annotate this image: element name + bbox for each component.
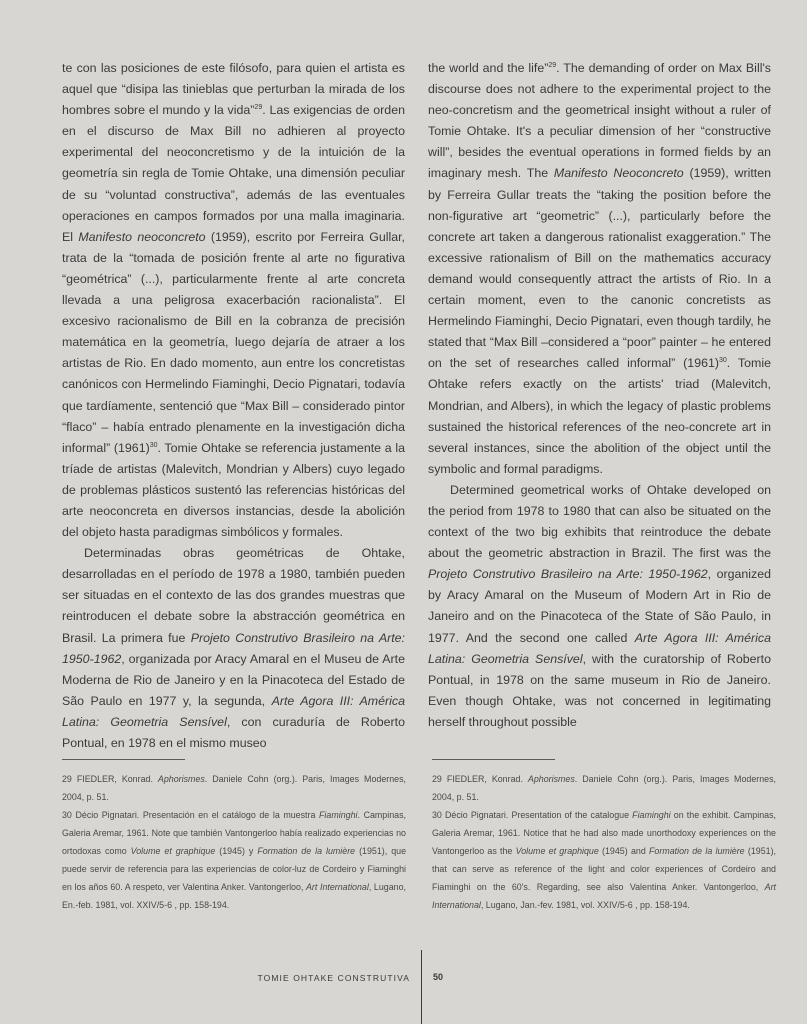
footnote-divider bbox=[62, 759, 185, 760]
paragraph: te con las posiciones de este filósofo, para quien el artista es aquel que “disipa las tinieblas que perturban la mirada de los hombres sobre el mundo y la vida”$^{29}$. Las exigencias de orden en el discurso de Max Bill no adhieren al proyecto experimental del neoconcretismo y de la intuición de la geometría sin regla de Tomie Ohtake, una dimensión peculiar de su “voluntad constructiva”, además de las eventuales operaciones en campos formados por una malla imaginaria. El Manifesto neoconcreto (1959), escrito por Ferreira Gullar, trata de la “tomada de posición frente al arte no figurativa “geométrica” (...), particularmente frente al arte concreta llevada a una peligrosa exacerbación racionalista”. El excesivo racionalismo de Bill en la cobranza de precisión matemática en la geometría, luego dejaría de atraer a los artistas de Rio. En dado momento, aun entre los concretistas canónicos con Hermelindo Fiaminghi, Decio Pignatari, todavía que tardíamente, sentenció que “Max Bill – considerado pintor “flaco” – había entrado plenamente en la investigación dicha informal” $(1961)^{30}$. Tomie Ohtake se referencia justamente a la tríade de artistas (Malevitch, Mondrian y Albers) cuyo legado de problemas plásticos sustentó las referencias históricas del arte neoconcreta en diversos instancias, desde la abolición del objeto hasta paradigmas simbólicos y formales. bbox=[62, 61, 405, 540]
title-italic: Projeto Construtivo Brasileiro na Arte: 1950-1962 bbox=[62, 630, 405, 666]
body-column-english bbox=[428, 58, 771, 733]
running-footer-title: TOMIE OHTAKE CONSTRUTIVA bbox=[257, 973, 410, 983]
title-italic: Arte Agora III: América Latina: Geometria Sensível bbox=[62, 693, 405, 729]
footnote-ref: 30 bbox=[719, 357, 727, 365]
footnote-29: 29 FIEDLER, Konrad. Aphorismes. Daniele Cohn (org.). Paris, Images Modernes, 2004, p. 51. bbox=[62, 774, 406, 802]
paragraph: the world and the life”$^{29}$. The demanding of order on Max Bill's discourse does not adhere to the experimental project to the neo-concretism and the geometrical insight without a ruler of Tomie Ohtake. It's a peculiar dimension of her “constructive will”, besides the eventual operations in formed fields by an imaginary mesh. The Manifesto Neoconcreto (1959), written by Ferreira Gullar treats the “taking the position before the non-figurative art “geometric” (...), particularly before the concrete art taken a dangerous rationalist exaggeration.” The excessive rationalism of Bill on the mathematics accuracy demand would consequently attract the artists of Rio. In a certain moment, even to the canonic concretists as Hermelindo Fiaminghi, Decio Pignatari, even though tardily, he stated that “Max Bill –considered a “poor” painter – he entered on the set of researches called informal” $(1961)^{30}$. Tomie Ohtake refers exactly on the artists' triad (Malevitch, Mondrian, and Albers), in which the legacy of plastic problems sustained the historical references of the neo-concrete art in several instances, since the abolition of the object until the symbolic and formal paradigms. bbox=[428, 61, 772, 476]
paragraph: Determinadas obras geométricas de Ohtake, desarrolladas en el período de 1978 a 1980, también pueden ser situadas en el contexto de las dos grandes muestras que reintroducen el debate sobre la abstracción geométrica en Brasil. La primera fue Projeto Construtivo Brasileiro na Arte: 1950-1962, organizada por Aracy Amaral en el Museu de Arte Moderna de Rio de Janeiro y en la Pinacoteca del Estado de São Paulo en 1977 y, la segunda, Arte Agora III: América Latina: Geometria Sensível, con curaduría de Roberto Pontual, en 1978 en el mismo museo bbox=[62, 546, 405, 750]
footnote-ref: 29 bbox=[548, 62, 557, 69]
footer-divider bbox=[421, 950, 422, 1024]
title-italic: Manifesto Neoconcreto bbox=[553, 166, 684, 181]
body-column-spanish bbox=[62, 58, 405, 754]
title-italic: Manifesto neoconcreto bbox=[78, 229, 206, 244]
footnotes-english bbox=[432, 770, 776, 914]
paragraph: Determined geometrical works of Ohtake developed on the period from 1978 to 1980 that can also be situated on the context of the two big exhibits that reintroduce the debate about the geometric abstraction in Brazil. The first was the Projeto Construtivo Brasileiro na Arte: 1950-1962, organized by Aracy Amaral on the Museum of Modern Art in Rio de Janeiro and on the Pinacoteca of the State of São Paulo, in 1977. And the second one called Arte Agora III: América Latina: Geometria Sensível, with the curatorship of Roberto Pontual, in 1978 on the same museum in Rio de Janeiro. Even though Ohtake, was not concerned in legitimating herself throughout possible bbox=[428, 482, 772, 729]
footnote-30: 30 Décio Pignatari. Presentation of the catalogue Fiaminghi on the exhibit. Campinas, Galeria Aremar, 1961. Notice that he had also made unorthodoxy experiences on the Vantongerloo as the Volume et graphique (1945) and Formation de la lumière (1951), that can serve as reference of the light and color experiences of Cordeiro and Fiaminghi on the 60's. Regarding, see also Valentina Anker. Vantongerloo, Art International, Lugano, Jan.-fev. 1981, vol. XXIV/5-6 , pp. 158-194. bbox=[432, 810, 777, 910]
footnote-29: 29 FIEDLER, Konrad. Aphorismes. Daniele Cohn (org.). Paris, Images Modernes, 2004, p. 51. bbox=[432, 774, 776, 802]
footnote-ref: 30 bbox=[149, 441, 158, 449]
page-number: 50 bbox=[433, 972, 444, 982]
title-italic: Arte Agora III: América Latina: Geometria Sensível bbox=[428, 630, 771, 666]
footnote-ref: 29 bbox=[254, 104, 263, 112]
footnotes-spanish bbox=[62, 770, 406, 914]
footnote-30: 30 Décio Pignatari. Presentación en el catálogo de la muestra Fiaminghi. Campinas, Galeria Aremar, 1961. Note que también Vantongerloo había realizado experiencias no ortodoxas como Volume et graphique (1945) y Formation de la lumière (1951), que puede servir de referencia para las experiencias de color-luz de Cordeiro y Fiaminghi en los años 60. A respeto, ver Valentina Anker. Vantongerloo, Art International, Lugano, En.-feb. 1981, vol. XXIV/5-6 , pp. 158-194. bbox=[62, 810, 407, 910]
footnote-divider bbox=[432, 759, 555, 760]
title-italic: Projeto Construtivo Brasileiro na Arte: 1950-1962 bbox=[428, 567, 708, 582]
